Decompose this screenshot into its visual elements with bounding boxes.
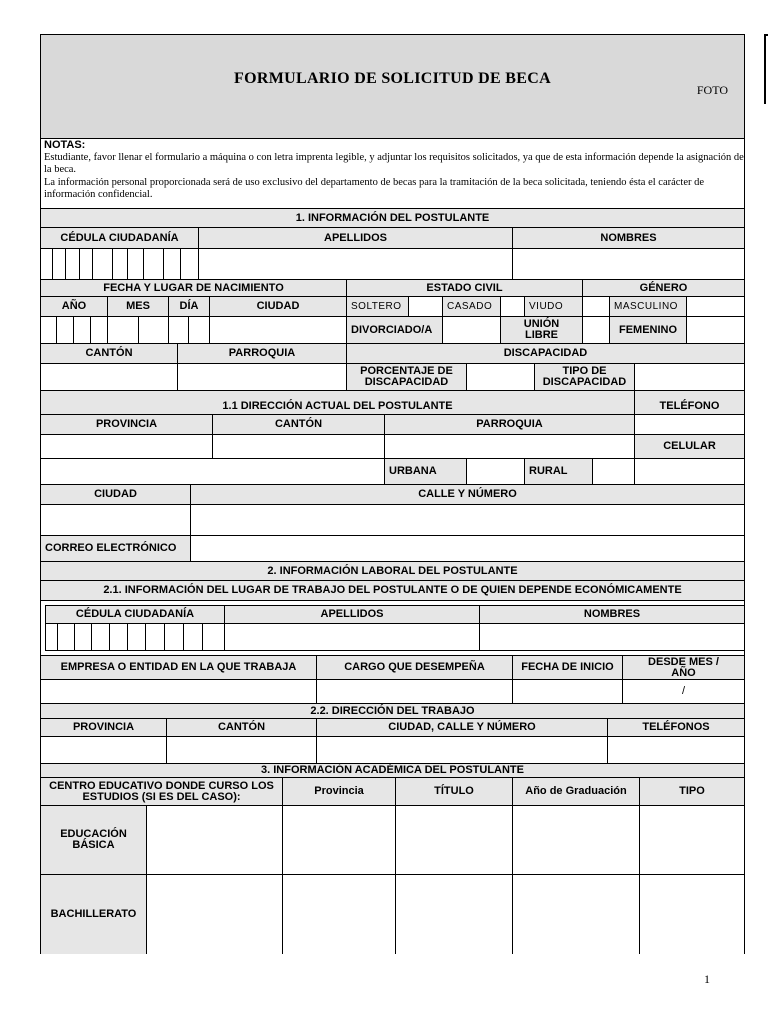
calle-label: CALLE Y NÚMERO bbox=[191, 485, 745, 505]
soltero-label: SOLTERO bbox=[347, 297, 409, 317]
urbana-checkbox[interactable] bbox=[467, 459, 525, 485]
cedula-digit-6[interactable] bbox=[113, 249, 128, 280]
bachillerato-provincia-field[interactable] bbox=[283, 875, 396, 954]
urbana-label: URBANA bbox=[385, 459, 467, 485]
fecha-inicio-field[interactable] bbox=[513, 680, 623, 704]
cedula-digit-7[interactable] bbox=[128, 249, 144, 280]
canton-dir-label: CANTÓN bbox=[213, 415, 385, 435]
form-title: FORMULARIO DE SOLICITUD DE BECA bbox=[234, 70, 551, 87]
telefonos-trabajo-label: TELÉFONOS bbox=[608, 719, 745, 737]
ciudad-calle-trabajo-field[interactable] bbox=[317, 737, 608, 764]
scholarship-form bbox=[40, 34, 745, 954]
provincia-academica-label: Provincia bbox=[283, 778, 396, 806]
bachillerato-tipo-field[interactable] bbox=[640, 875, 744, 954]
provincia-field[interactable] bbox=[41, 435, 213, 459]
mes-label: MES bbox=[108, 297, 169, 317]
notes-line-1: Estudiante, favor llenar el formulario a máquina o con letra imprenta legible, y adjuntar los requisitos solicitados, ya que de esta información depende la asignación de la beca. bbox=[44, 151, 744, 175]
dia-digit-1[interactable] bbox=[169, 317, 189, 344]
cedula-trabajo-digit-6[interactable] bbox=[128, 624, 146, 651]
discapacidad-label: DISCAPACIDAD bbox=[347, 344, 745, 364]
anio-digit-4[interactable] bbox=[91, 317, 108, 344]
tipo-disc-label: TIPO DE DISCAPACIDAD bbox=[535, 364, 635, 391]
empresa-field[interactable] bbox=[41, 680, 317, 704]
telefono-label: TELÉFONO bbox=[635, 391, 745, 415]
viudo-checkbox[interactable] bbox=[583, 297, 610, 317]
cedula-digit-4[interactable] bbox=[80, 249, 93, 280]
empresa-label: EMPRESA O ENTIDAD EN LA QUE TRABAJA bbox=[41, 655, 317, 680]
tipo-label: TIPO bbox=[640, 778, 745, 806]
dia-label: DÍA bbox=[169, 297, 210, 317]
cedula-trabajo-label: CÉDULA CIUDADANÍA bbox=[45, 605, 225, 624]
apellidos-field[interactable] bbox=[199, 249, 513, 280]
provincia-trabajo-label: PROVINCIA bbox=[41, 719, 167, 737]
parroquia-dir-field[interactable] bbox=[385, 435, 635, 459]
correo-field[interactable] bbox=[191, 536, 745, 562]
anio-digit-1[interactable] bbox=[41, 317, 57, 344]
apellidos-label: APELLIDOS bbox=[199, 228, 513, 249]
bachillerato-anio-field[interactable] bbox=[513, 875, 640, 954]
anio-graduacion-label: Año de Graduación bbox=[513, 778, 640, 806]
cedula-trabajo-digit-7[interactable] bbox=[146, 624, 165, 651]
direccion-extra-field[interactable] bbox=[41, 459, 385, 485]
section-1-title: 1. INFORMACIÓN DEL POSTULANTE bbox=[41, 208, 745, 228]
cedula-trabajo-digit-2[interactable] bbox=[58, 624, 75, 651]
bachillerato-titulo-field[interactable] bbox=[396, 875, 513, 954]
union-libre-checkbox[interactable] bbox=[583, 317, 610, 344]
femenino-label: FEMENINO bbox=[610, 317, 687, 344]
telefonos-trabajo-field[interactable] bbox=[608, 737, 745, 764]
cedula-digit-10[interactable] bbox=[181, 249, 199, 280]
desde-label: DESDE MES / AÑO bbox=[623, 655, 745, 680]
celular-field[interactable] bbox=[635, 459, 745, 485]
canton-trabajo-field[interactable] bbox=[167, 737, 317, 764]
cedula-digit-2[interactable] bbox=[53, 249, 66, 280]
cargo-label: CARGO QUE DESEMPEÑA bbox=[317, 655, 513, 680]
anio-digit-3[interactable] bbox=[74, 317, 91, 344]
titulo-label: TÍTULO bbox=[396, 778, 513, 806]
basica-anio-field[interactable] bbox=[513, 806, 640, 875]
cedula-trabajo-digit-8[interactable] bbox=[165, 624, 184, 651]
section-1-1-title: 1.1 DIRECCIÓN ACTUAL DEL POSTULANTE bbox=[41, 391, 635, 415]
cedula-digit-8[interactable] bbox=[144, 249, 164, 280]
section-3-title: 3. INFORMACIÓN ACADÉMICA DEL POSTULANTE bbox=[41, 764, 745, 778]
notes-block bbox=[44, 139, 744, 202]
basica-tipo-field[interactable] bbox=[640, 806, 745, 875]
notes-line-2: La información personal proporcionada será de uso exclusivo del departamento de becas para la tramitación de la beca solicitada, teniendo ésta el carácter de información confidencial. bbox=[44, 176, 705, 200]
ciudad-calle-trabajo-label: CIUDAD, CALLE Y NÚMERO bbox=[317, 719, 608, 737]
nombres-field[interactable] bbox=[513, 249, 745, 280]
canton-dir-field[interactable] bbox=[213, 435, 385, 459]
section-2-title: 2. INFORMACIÓN LABORAL DEL POSTULANTE bbox=[41, 562, 745, 581]
ciudad-nac-label: CIUDAD bbox=[210, 297, 347, 317]
provincia-label: PROVINCIA bbox=[41, 415, 213, 435]
telefono-field[interactable] bbox=[635, 415, 745, 435]
cedula-digit-3[interactable] bbox=[66, 249, 80, 280]
union-libre-label: UNIÓN LIBRE bbox=[501, 317, 583, 344]
canton-field[interactable] bbox=[41, 364, 178, 391]
ciudad-label: CIUDAD bbox=[41, 485, 191, 505]
canton-label: CANTÓN bbox=[41, 344, 178, 364]
divorciado-checkbox[interactable] bbox=[443, 317, 501, 344]
casado-checkbox[interactable] bbox=[501, 297, 525, 317]
educacion-basica-label: EDUCACIÓN BÁSICA bbox=[41, 806, 147, 875]
apellidos-trabajo-field[interactable] bbox=[225, 624, 480, 651]
masculino-label: MASCULINO bbox=[610, 297, 687, 317]
anio-digit-2[interactable] bbox=[57, 317, 74, 344]
notes-heading: NOTAS: bbox=[44, 139, 86, 151]
section-2-2-title: 2.2. DIRECCIÓN DEL TRABAJO bbox=[41, 704, 745, 719]
fecha-lugar-label: FECHA Y LUGAR DE NACIMIENTO bbox=[41, 280, 347, 297]
cedula-trabajo-digit-1[interactable] bbox=[45, 624, 58, 651]
cedula-trabajo-digit-10[interactable] bbox=[203, 624, 225, 651]
cedula-trabajo-digit-5[interactable] bbox=[110, 624, 128, 651]
nombres-trabajo-label: NOMBRES bbox=[480, 605, 745, 624]
canton-trabajo-label: CANTÓN bbox=[167, 719, 317, 737]
rural-label: RURAL bbox=[525, 459, 593, 485]
ciudad-nac-field[interactable] bbox=[210, 317, 347, 344]
desde-field[interactable]: / bbox=[623, 680, 745, 704]
masculino-checkbox[interactable] bbox=[687, 297, 745, 317]
cedula-trabajo-digit-4[interactable] bbox=[92, 624, 110, 651]
soltero-checkbox[interactable] bbox=[409, 297, 443, 317]
centro-educativo-label: CENTRO EDUCATIVO DONDE CURSO LOS ESTUDIOS (SI ES DEL CASO): bbox=[41, 778, 283, 806]
calle-field[interactable] bbox=[191, 505, 745, 536]
photo-frame bbox=[764, 34, 768, 104]
estado-civil-label: ESTADO CIVIL bbox=[347, 280, 583, 297]
basica-provincia-field[interactable] bbox=[283, 806, 396, 875]
parroquia-field[interactable] bbox=[178, 364, 347, 391]
photo-label: FOTO bbox=[696, 83, 728, 97]
celular-label: CELULAR bbox=[635, 435, 745, 459]
mes-digit-1[interactable] bbox=[108, 317, 139, 344]
bachillerato-label: BACHILLERATO bbox=[41, 875, 147, 954]
parroquia-dir-label: PARROQUIA bbox=[385, 415, 635, 435]
cedula-trabajo-digit-9[interactable] bbox=[184, 624, 203, 651]
anio-label: AÑO bbox=[41, 297, 108, 317]
ciudad-field[interactable] bbox=[41, 505, 191, 536]
bachillerato-centro-field[interactable] bbox=[147, 875, 283, 954]
rural-checkbox[interactable] bbox=[593, 459, 635, 485]
cargo-field[interactable] bbox=[317, 680, 513, 704]
mes-digit-2[interactable] bbox=[139, 317, 169, 344]
correo-label: CORREO ELECTRÓNICO bbox=[41, 536, 191, 562]
genero-label: GÉNERO bbox=[583, 280, 745, 297]
provincia-trabajo-field[interactable] bbox=[41, 737, 167, 764]
form-header bbox=[41, 35, 744, 139]
basica-titulo-field[interactable] bbox=[396, 806, 513, 875]
divorciado-label: DIVORCIADO/A bbox=[347, 317, 443, 344]
cedula-digit-1[interactable] bbox=[41, 249, 53, 280]
cedula-label: CÉDULA CIUDADANÍA bbox=[41, 228, 199, 249]
cedula-trabajo-digit-3[interactable] bbox=[75, 624, 92, 651]
basica-centro-field[interactable] bbox=[147, 806, 283, 875]
parroquia-label: PARROQUIA bbox=[178, 344, 347, 364]
casado-label: CASADO bbox=[443, 297, 501, 317]
cedula-digit-9[interactable] bbox=[164, 249, 181, 280]
dia-digit-2[interactable] bbox=[189, 317, 210, 344]
femenino-checkbox[interactable] bbox=[687, 317, 745, 344]
porcentaje-label: PORCENTAJE DE DISCAPACIDAD bbox=[347, 364, 467, 391]
page-number: 1 bbox=[704, 972, 710, 986]
nombres-label: NOMBRES bbox=[513, 228, 745, 249]
tipo-disc-field[interactable] bbox=[635, 364, 745, 391]
fecha-inicio-label: FECHA DE INICIO bbox=[513, 655, 623, 680]
viudo-label: VIUDO bbox=[525, 297, 583, 317]
cedula-digit-5[interactable] bbox=[93, 249, 113, 280]
apellidos-trabajo-label: APELLIDOS bbox=[225, 605, 480, 624]
section-2-1-title: 2.1. INFORMACIÓN DEL LUGAR DE TRABAJO DEL POSTULANTE O DE QUIEN DEPENDE ECONÓMICAMENTE bbox=[41, 581, 745, 601]
porcentaje-field[interactable] bbox=[467, 364, 535, 391]
nombres-trabajo-field[interactable] bbox=[480, 624, 745, 651]
